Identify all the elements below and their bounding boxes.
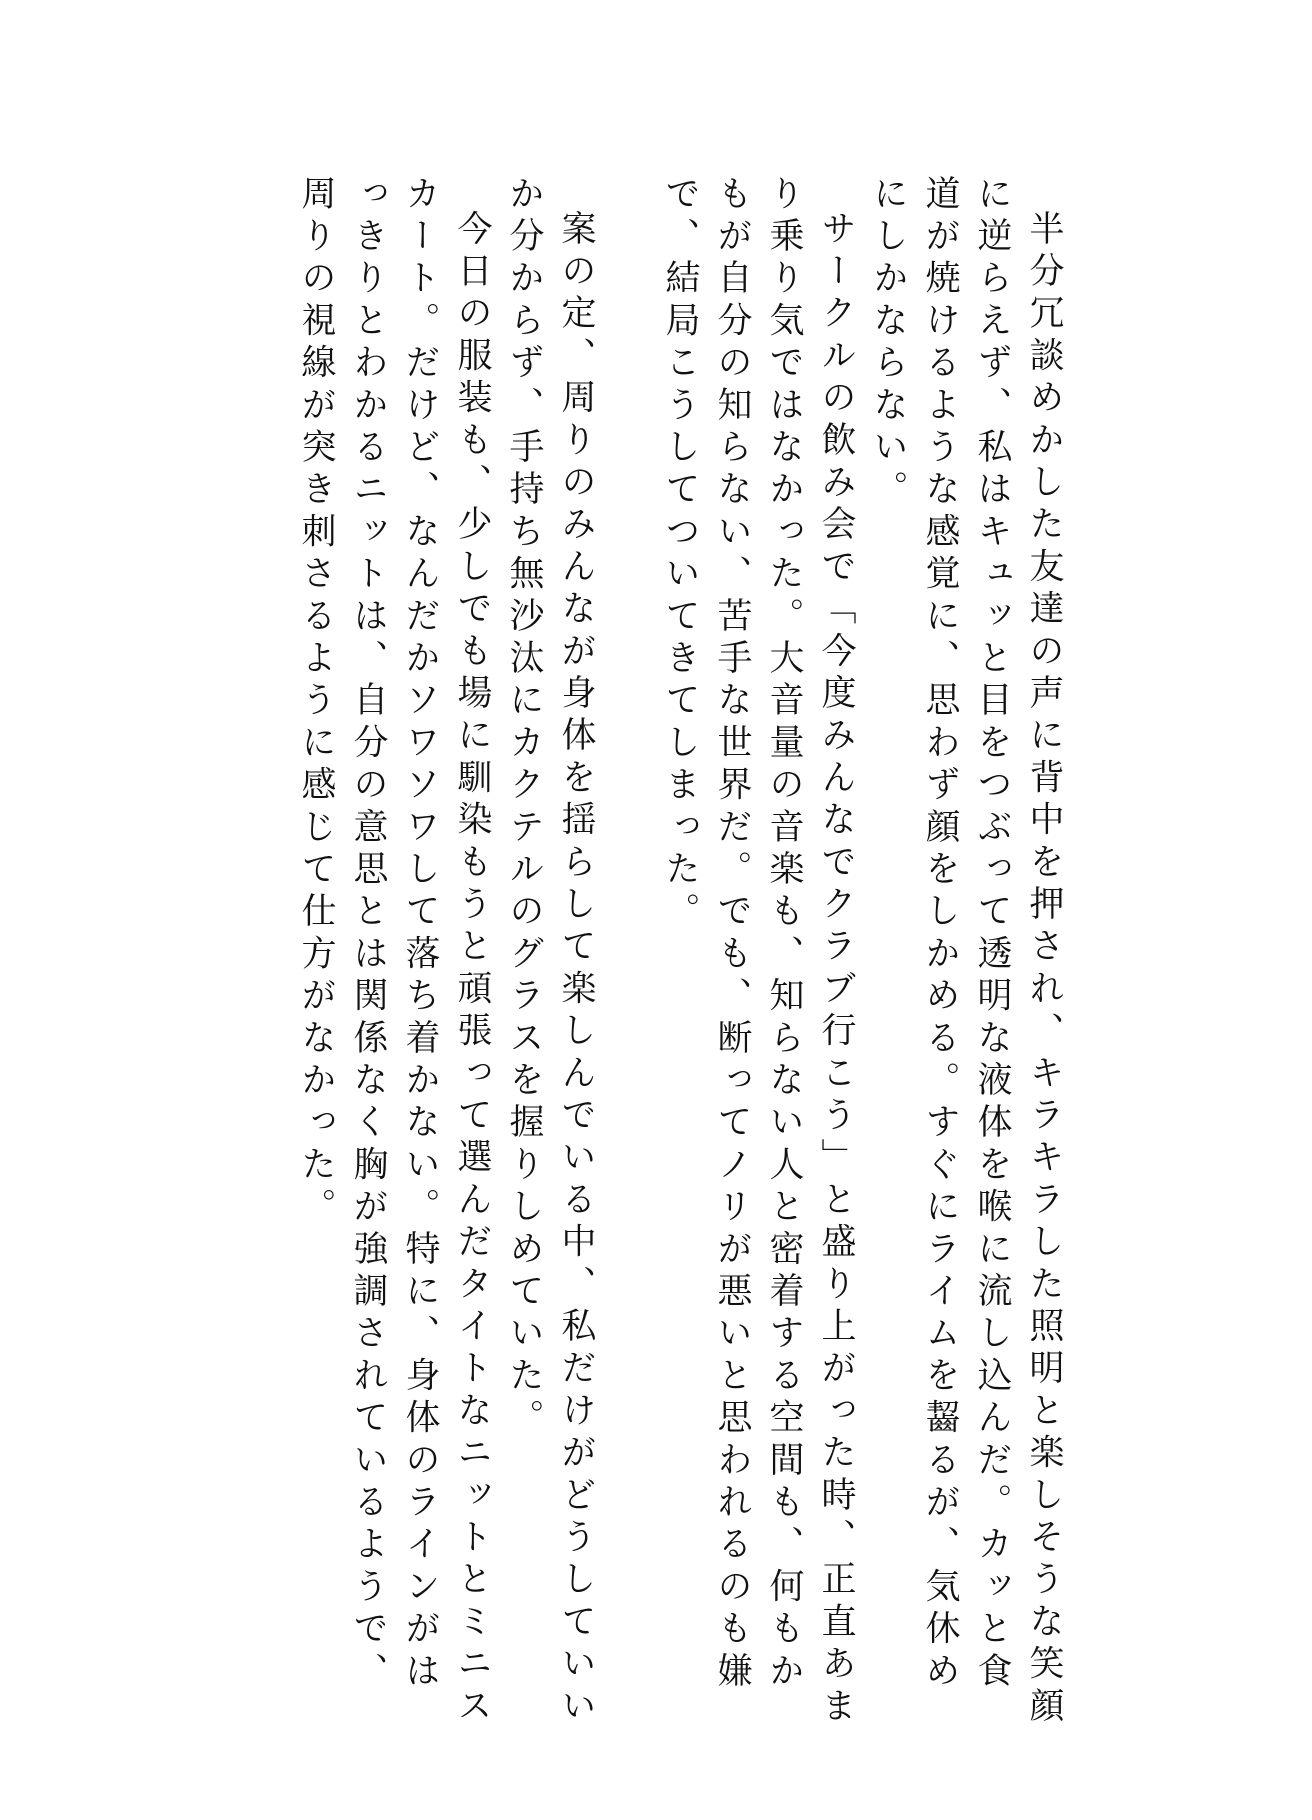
vertical-text-page [150,175,1070,1735]
paragraph-1: 半分冗談めかした友達の声に背中を押され、キラキラした照明と楽しそうな笑顔に逆らえず、私はキュッと目をつぶって透明な液体を喉に流し込んだ。カッと食道が焼けるような感覚に、思わず顔をしかめる。すぐにライムを齧るが、気休めにしかならない。 [868,175,1064,1730]
paragraph-2: サークルの飲み会で「今度みんなでクラブ行こう」と盛り上がった時、正直あまり乗り気ではなかった。大音量の音楽も、知らない人と密着する空間も、何もかもが自分の知らない、苦手な世界だ。でも、断ってノリが悪いと思われるのも嫌で、結局こうしてついてきてしまった。 [660,175,856,1730]
paragraph-3: 案の定、周りのみんなが身体を揺らして楽しんでいる中、私だけがどうしていいか分からず、手持ち無沙汰にカクテルのグラスを握りしめていた。 [504,175,596,1730]
paragraph-4: 今日の服装も、少しでも場に馴染もうと頑張って選んだタイトなニットとミニスカート。だけど、なんだかソワソワして落ち着かない。特に、身体のラインがはっきりとわかるニットは、自分の意思とは関係なく胸が強調されているようで、周りの視線が突き刺さるように感じて仕方がなかった。 [296,175,492,1730]
